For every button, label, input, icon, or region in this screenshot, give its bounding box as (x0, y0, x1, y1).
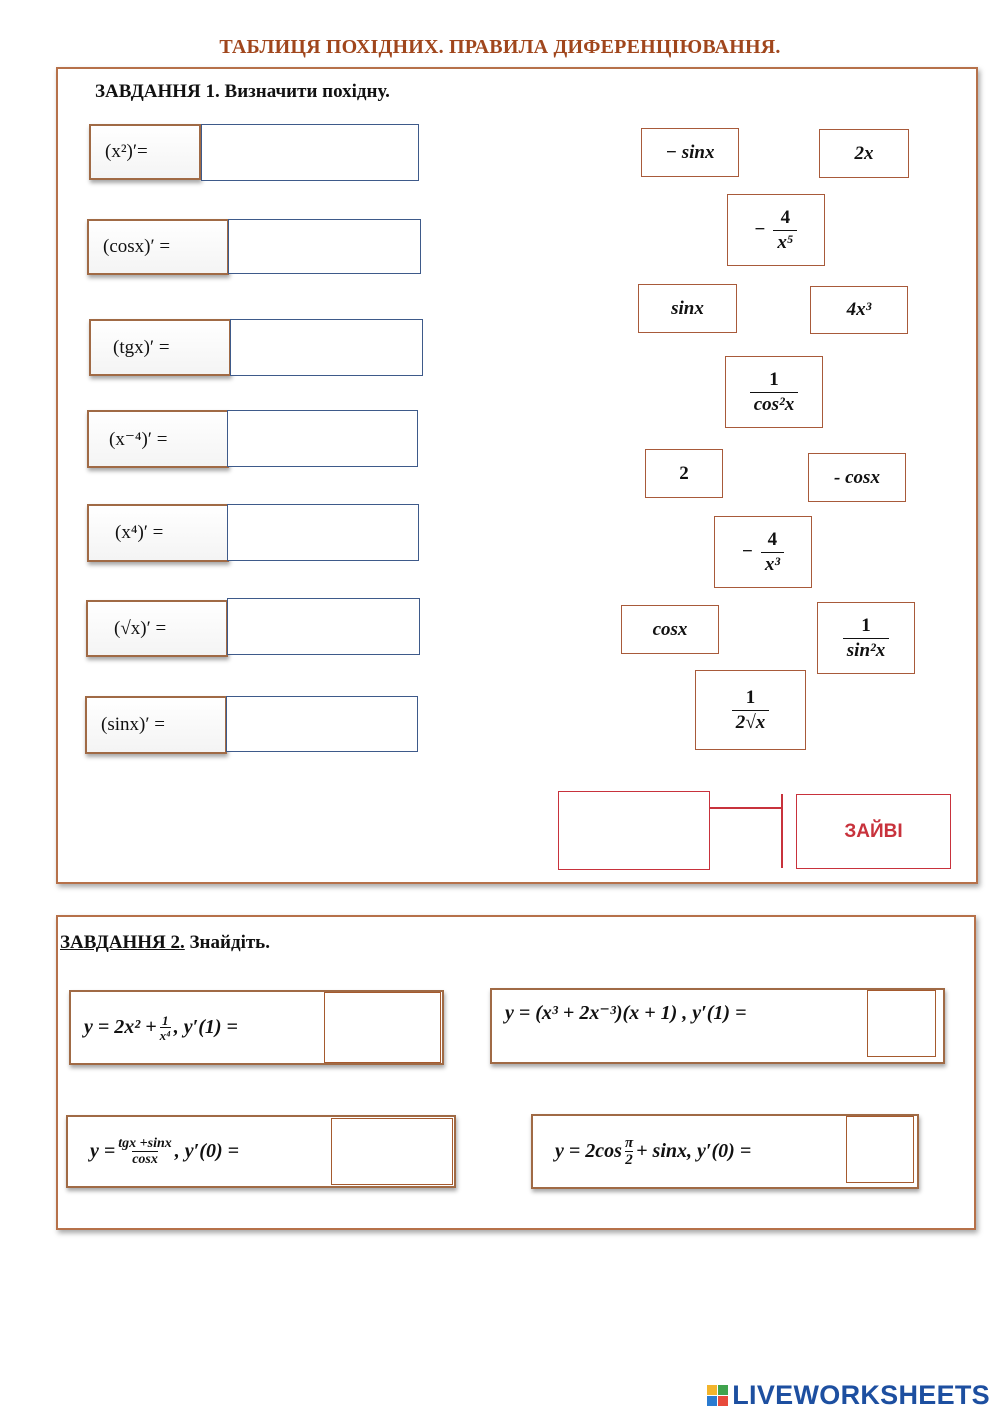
answer-input-3[interactable] (331, 1118, 453, 1185)
page-title: ТАБЛИЦЯ ПОХІДНИХ. ПРАВИЛА ДИФЕРЕНЦІЮВАННЯ. (219, 36, 781, 58)
answer-tile-1-over-sin2x[interactable] (817, 602, 915, 674)
answer-tile-1-over-cos2x[interactable] (725, 356, 823, 428)
problem-4-fraction: $\frac{\pi}{2}$ (624, 1134, 634, 1168)
problem-1-fraction: $\frac{1}{\text{x⁴}}$ (159, 1012, 171, 1043)
answer-tile-4x3[interactable]: 4x³ (810, 286, 908, 334)
extra-drop-target[interactable] (558, 791, 710, 870)
tile-fraction: $\frac{1}{2√x}$ (732, 688, 769, 733)
drop-target-x2[interactable] (201, 124, 419, 181)
task1-heading: ЗАВДАННЯ 1. Визначити похідну. (95, 81, 390, 102)
answer-input-1[interactable] (324, 992, 441, 1063)
answer-tile-cosx[interactable]: cosx (621, 605, 719, 654)
drop-target-sinx[interactable] (226, 696, 418, 752)
answer-tile-1-over-2sqrtx[interactable] (695, 670, 806, 750)
liveworksheets-logo: LIVEWORKSHEETS (707, 1380, 990, 1411)
derivative-label-tgx: (tgx)′ = (89, 319, 231, 376)
tile-sign: − (741, 541, 753, 562)
tile-sign: − (754, 219, 766, 240)
problem-2: y = (x³ + 2x⁻³)(x + 1) , y′(1) = (490, 988, 945, 1064)
extra-label: ЗАЙВІ (796, 794, 951, 869)
problem-3-fraction: $\frac{\text{tgx +sinx}}{\cos x}$ (118, 1135, 172, 1167)
tile-fraction: $\frac{4}{\text{x⁵}}$ (773, 208, 797, 253)
answer-tile-neg-4-over-x5[interactable] (727, 194, 825, 266)
derivative-label-cosx: (cosx)′ = (87, 219, 229, 275)
derivative-label-sinx: (sinx)′ = (85, 696, 227, 754)
drop-target-cosx[interactable] (228, 219, 421, 274)
derivative-label-sqrtx: (√x)′ = (86, 600, 228, 657)
drop-target-x4[interactable] (227, 504, 419, 561)
answer-tile-neg-sinx[interactable]: − sinx (641, 128, 739, 177)
tile-fraction: $\frac{4}{\text{x³}}$ (761, 530, 784, 575)
connector-line (710, 807, 783, 809)
logo-icon (707, 1385, 728, 1406)
answer-tile-neg-4-over-x3[interactable] (714, 516, 812, 588)
tile-fraction: $\frac{1}{\text{sin²x}}$ (843, 616, 889, 661)
drop-target-tgx[interactable] (230, 319, 423, 376)
derivative-label-x2: (x²)′= (89, 124, 201, 180)
tile-fraction: $\frac{1}{\text{cos²x}}$ (750, 370, 799, 415)
problem-3: y = $\frac{\text{tgx +sinx}}{\cos x}$ , y′(0) = (66, 1115, 456, 1188)
answer-tile-neg-cosx[interactable]: - cosx (808, 453, 906, 502)
derivative-label-x4: (x⁴)′ = (87, 504, 229, 562)
task2-heading: ЗАВДАННЯ 2. Знайдіть. (60, 932, 270, 953)
drop-target-sqrtx[interactable] (227, 598, 420, 655)
problem-4: y = 2cos $\frac{\pi}{2}$ + sinx, y′(0) = (531, 1114, 919, 1189)
connector-bar (781, 794, 783, 868)
answer-input-4[interactable] (846, 1116, 914, 1183)
answer-tile-2[interactable]: 2 (645, 449, 723, 498)
answer-input-2[interactable] (867, 990, 936, 1057)
answer-tile-2x[interactable]: 2x (819, 129, 909, 178)
derivative-label-x-4: (x⁻⁴)′ = (87, 410, 229, 468)
answer-tile-sinx[interactable]: sinx (638, 284, 737, 333)
problem-1: y = 2x² + $\frac{1}{\text{x⁴}}$ , y′(1) = (69, 990, 444, 1065)
drop-target-x-4[interactable] (227, 410, 418, 467)
